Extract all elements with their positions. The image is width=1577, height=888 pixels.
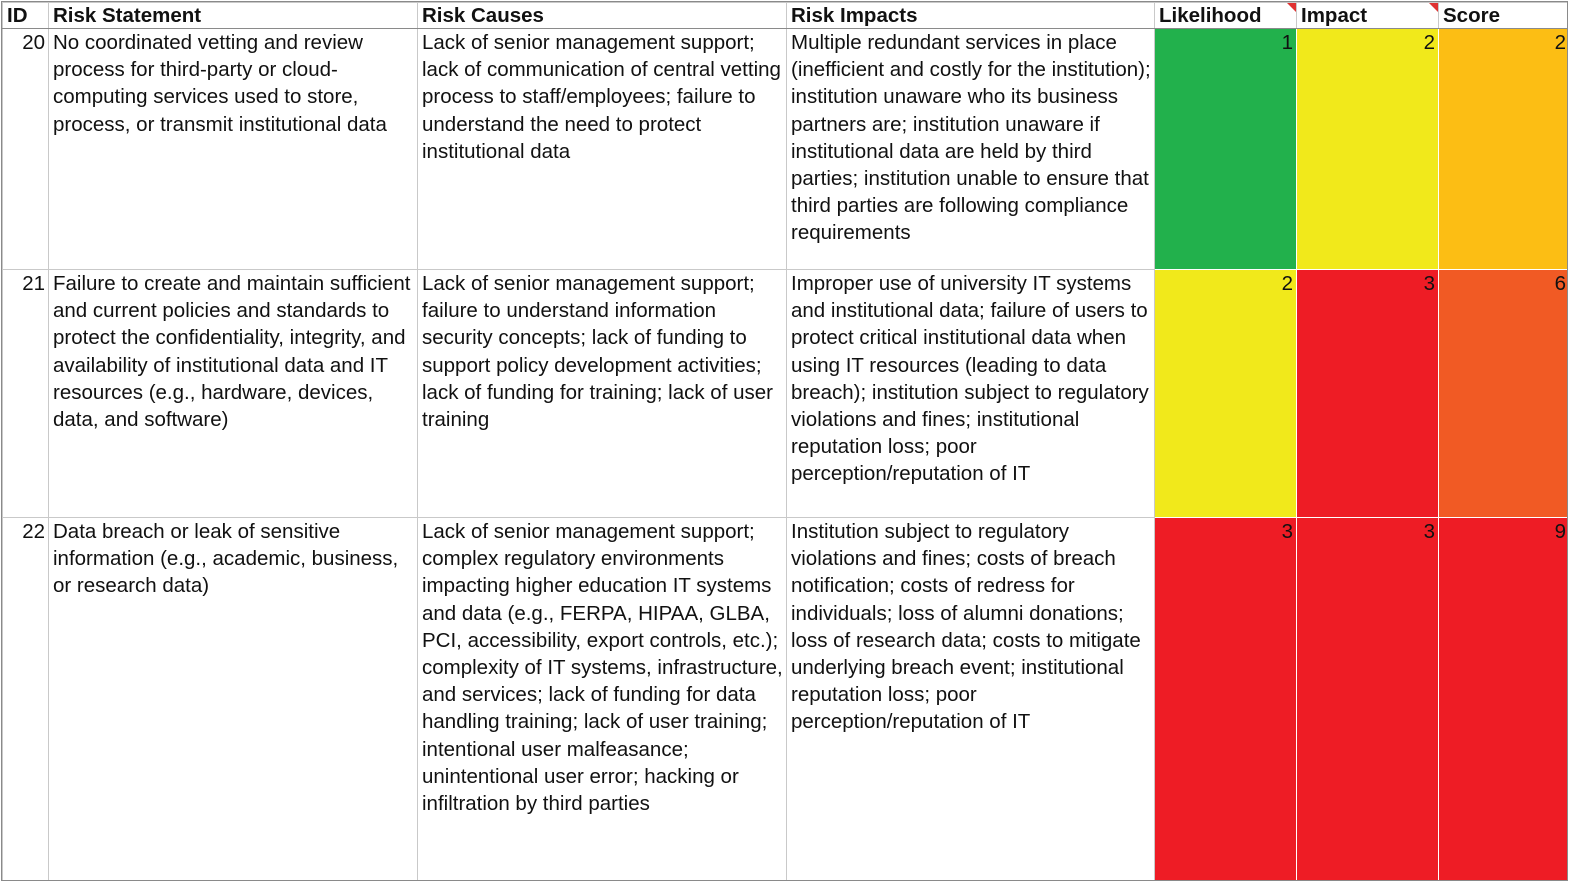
table-row: [3, 29, 1569, 270]
impact-cell[interactable]: 2: [1297, 29, 1439, 270]
id-cell[interactable]: 22: [3, 518, 49, 882]
header-risk-causes[interactable]: Risk Causes: [418, 3, 787, 29]
risk-statement-cell[interactable]: Data breach or leak of sensitive information (e.g., academic, business, or research data): [49, 518, 418, 882]
risk-impacts-cell[interactable]: Institution subject to regulatory violations and fines; costs of breach notification; costs of redress for individuals; loss of alumni donations; loss of research data; costs to mitigate underlying breach event; institutional reputation loss; poor perception/reputation of IT: [787, 518, 1155, 882]
header-likelihood[interactable]: [1155, 3, 1297, 29]
header-score[interactable]: Score: [1439, 3, 1569, 29]
id-cell[interactable]: 20: [3, 29, 49, 270]
risk-register-table: [2, 2, 1568, 881]
risk-impacts-cell[interactable]: Multiple redundant services in place (inefficient and costly for the institution); institution unaware who its business partners are; institution unaware if institutional data are held by third parties; institution unable to ensure that third parties are following compliance requirements: [787, 29, 1155, 270]
comment-indicator-icon[interactable]: [1287, 3, 1296, 12]
likelihood-cell[interactable]: 3: [1155, 518, 1297, 882]
likelihood-cell[interactable]: 2: [1155, 270, 1297, 518]
impact-cell[interactable]: 3: [1297, 270, 1439, 518]
risk-statement-cell[interactable]: No coordinated vetting and review process for third-party or cloud-computing services used to store, process, or transmit institutional data: [49, 29, 418, 270]
risk-causes-cell[interactable]: Lack of senior management support; failure to understand information security concepts; lack of funding to support policy development activities; lack of funding for training; lack of user training: [418, 270, 787, 518]
header-impact[interactable]: [1297, 3, 1439, 29]
score-cell[interactable]: 6: [1439, 270, 1569, 518]
risk-causes-cell[interactable]: Lack of senior management support; complex regulatory environments impacting higher education IT systems and data (e.g., FERPA, HIPAA, GLBA, PCI, accessibility, export controls, etc.); complexity of IT systems, infrastructure, and services; lack of funding for data handling training; lack of user training; intentional user malfeasance; unintentional user error; hacking or infiltration by third parties: [418, 518, 787, 882]
header-impact-label: Impact: [1301, 4, 1368, 27]
comment-indicator-icon[interactable]: [1429, 3, 1438, 12]
table-row: [3, 518, 1569, 882]
risk-register-sheet: [1, 1, 1568, 881]
risk-impacts-cell[interactable]: Improper use of university IT systems and institutional data; failure of users to protect critical institutional data when using IT resources (leading to data breach); institution subject to regulatory violations and fines; institutional reputation loss; poor perception/reputation of IT: [787, 270, 1155, 518]
header-id[interactable]: ID: [3, 3, 49, 29]
score-cell[interactable]: 2: [1439, 29, 1569, 270]
likelihood-cell[interactable]: 1: [1155, 29, 1297, 270]
risk-statement-cell[interactable]: Failure to create and maintain sufficient and current policies and standards to protect the confidentiality, integrity, and availability of institutional data and IT resources (e.g., hardware, devices, data, and software): [49, 270, 418, 518]
impact-cell[interactable]: 3: [1297, 518, 1439, 882]
header-likelihood-label: Likelihood: [1159, 4, 1262, 27]
header-risk-impacts[interactable]: Risk Impacts: [787, 3, 1155, 29]
score-cell[interactable]: 9: [1439, 518, 1569, 882]
header-row: [3, 3, 1569, 29]
id-cell[interactable]: 21: [3, 270, 49, 518]
header-risk-statement[interactable]: Risk Statement: [49, 3, 418, 29]
risk-causes-cell[interactable]: Lack of senior management support; lack of communication of central vetting process to staff/employees; failure to understand the need to protect institutional data: [418, 29, 787, 270]
table-row: [3, 270, 1569, 518]
